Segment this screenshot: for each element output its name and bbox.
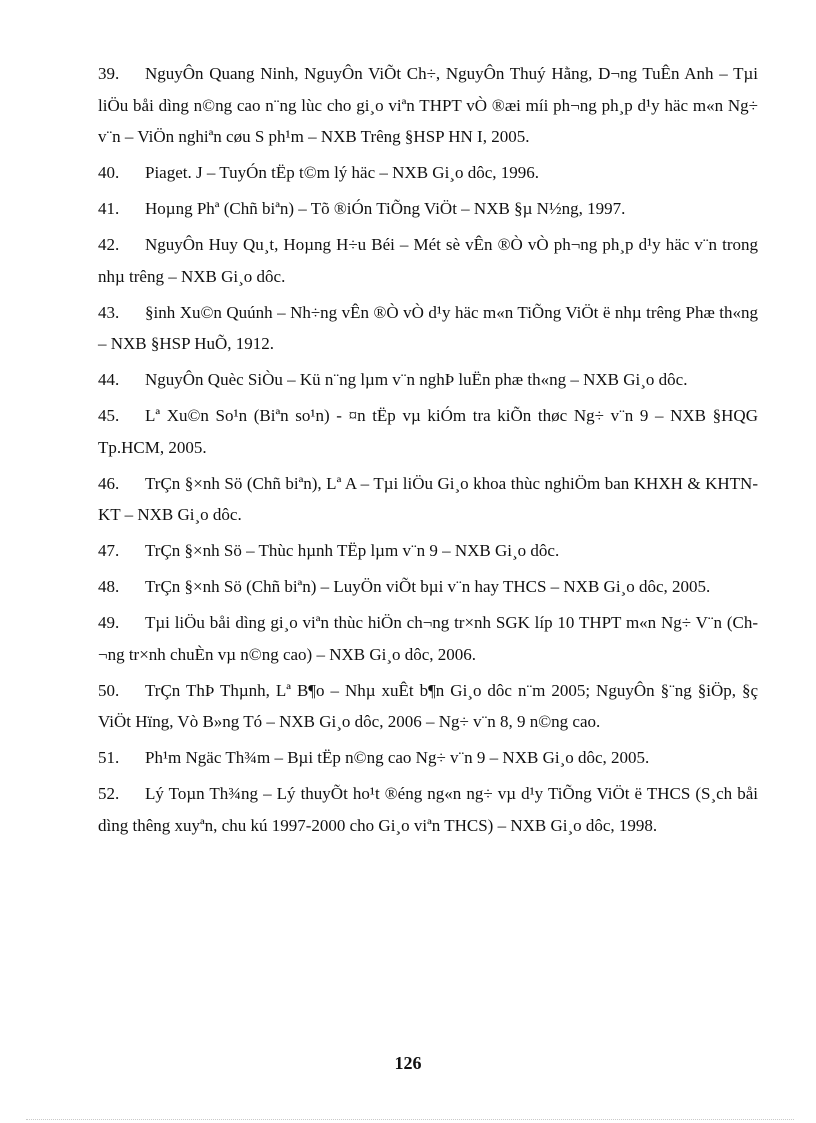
reference-text: Tµi liÖu båi dìng gi¸o viªn thùc hiÖn ch¬ng tr×nh SGK líp 10 THPT m«n Ng÷ V¨n (Ch¬ng tr×nh chuÈn vµ n©ng cao) – NXB Gi¸o dôc, 2006. xyxy=(98,613,758,664)
reference-item xyxy=(98,229,758,292)
reference-list xyxy=(98,58,758,846)
reference-number: 49. xyxy=(98,613,120,632)
reference-number: 51. xyxy=(98,748,120,767)
reference-text: TrÇn ThÞ Thµnh, Lª B¶o – Nhµ xuÊt b¶n Gi¸o dôc n¨m 2005; NguyÔn §¨ng §iÖp, §ç ViÖt Hïng, Vò B»ng Tó – NXB Gi¸o dôc, 2006 – Ng÷ v¨n 8, 9 n©ng cao. xyxy=(98,680,758,731)
reference-item xyxy=(98,535,758,567)
reference-text: Lý Toµn Th¾ng – Lý thuyÕt ho¹t ®éng ng«n ng÷ vµ d¹y TiÕng ViÖt ë THCS (S¸ch båi dìng thêng xuyªn, chu kú 1997-2000 cho Gi¸o viªn THCS) – NXB Gi¸o dôc, 1998. xyxy=(98,784,758,835)
reference-text: NguyÔn Huy Qu¸t, Hoµng H÷u Béi – Mét sè vÊn ®Ò vÒ ph¬ng ph¸p d¹y häc v¨n trong nhµ trêng – NXB Gi¸o dôc. xyxy=(98,235,758,286)
reference-number: 45. xyxy=(98,406,120,425)
reference-number: 41. xyxy=(98,199,120,218)
reference-number: 40. xyxy=(98,163,120,182)
reference-item xyxy=(98,297,758,360)
reference-item xyxy=(98,778,758,841)
reference-number: 47. xyxy=(98,541,120,560)
reference-text: TrÇn §×nh Sö (Chñ biªn), Lª A – Tµi liÖu Gi¸o khoa thùc nghiÖm ban KHXH & KHTN-KT – NXB Gi¸o dôc. xyxy=(98,473,758,524)
reference-number: 42. xyxy=(98,235,120,254)
reference-number: 52. xyxy=(98,784,120,803)
reference-text: TrÇn §×nh Sö (Chñ biªn) – LuyÖn viÕt bµi v¨n hay THCS – NXB Gi¸o dôc, 2005. xyxy=(145,577,711,596)
page-number: 126 xyxy=(394,1053,422,1073)
reference-number: 48. xyxy=(98,577,120,596)
reference-item xyxy=(98,742,758,774)
reference-text: NguyÔn Quang Ninh, NguyÔn ViÕt Ch÷, NguyÔn Thuý Hằng, D¬ng TuÊn Anh – Tµi liÖu båi dìng n©ng cao n¨ng lùc cho gi¸o viªn THPT vÒ ®æi míi ph¬ng ph¸p d¹y häc m«n Ng÷ v¨n – ViÖn nghiªn cøu S ph¹m – NXB Trêng §HSP HN I, 2005. xyxy=(98,64,758,146)
reference-text: Piaget. J – TuyÓn tËp t©m lý häc – NXB Gi¸o dôc, 1996. xyxy=(145,163,539,182)
reference-item xyxy=(98,468,758,531)
reference-number: 44. xyxy=(98,370,120,389)
reference-number: 46. xyxy=(98,473,120,493)
reference-item xyxy=(98,400,758,463)
reference-item xyxy=(98,364,758,396)
reference-text: §inh Xu©n Quúnh – Nh÷ng vÊn ®Ò vÒ d¹y häc m«n TiÕng ViÖt ë nhµ trêng Phæ th«ng – NXB §HSP HuÕ, 1912. xyxy=(98,302,758,353)
reference-item xyxy=(98,58,758,153)
reference-number: 43. xyxy=(98,302,120,322)
reference-item xyxy=(98,675,758,738)
reference-number: 50. xyxy=(98,680,120,700)
reference-text: Lª Xu©n So¹n (Biªn so¹n) - ¤n tËp vµ kiÓm tra kiÕn thøc Ng÷ v¨n 9 – NXB §HQG Tp.HCM, 2005. xyxy=(98,406,758,457)
reference-number: 39. xyxy=(98,64,120,83)
reference-text: Ph¹m Ngäc Th¾m – Bµi tËp n©ng cao Ng÷ v¨n 9 – NXB Gi¸o dôc, 2005. xyxy=(145,748,650,767)
reference-item xyxy=(98,157,758,189)
reference-text: TrÇn §×nh Sö – Thùc hµnh TËp lµm v¨n 9 – NXB Gi¸o dôc. xyxy=(145,541,560,560)
reference-text: Hoµng Phª (Chñ biªn) – Tõ ®iÓn TiÕng ViÖt – NXB §µ N½ng, 1997. xyxy=(145,199,626,218)
reference-text: NguyÔn Quèc SiÒu – Kü n¨ng lµm v¨n nghÞ luËn phæ th«ng – NXB Gi¸o dôc. xyxy=(145,370,688,389)
reference-item xyxy=(98,193,758,225)
reference-item xyxy=(98,571,758,603)
reference-item xyxy=(98,607,758,670)
page-bottom-divider xyxy=(26,1119,794,1120)
